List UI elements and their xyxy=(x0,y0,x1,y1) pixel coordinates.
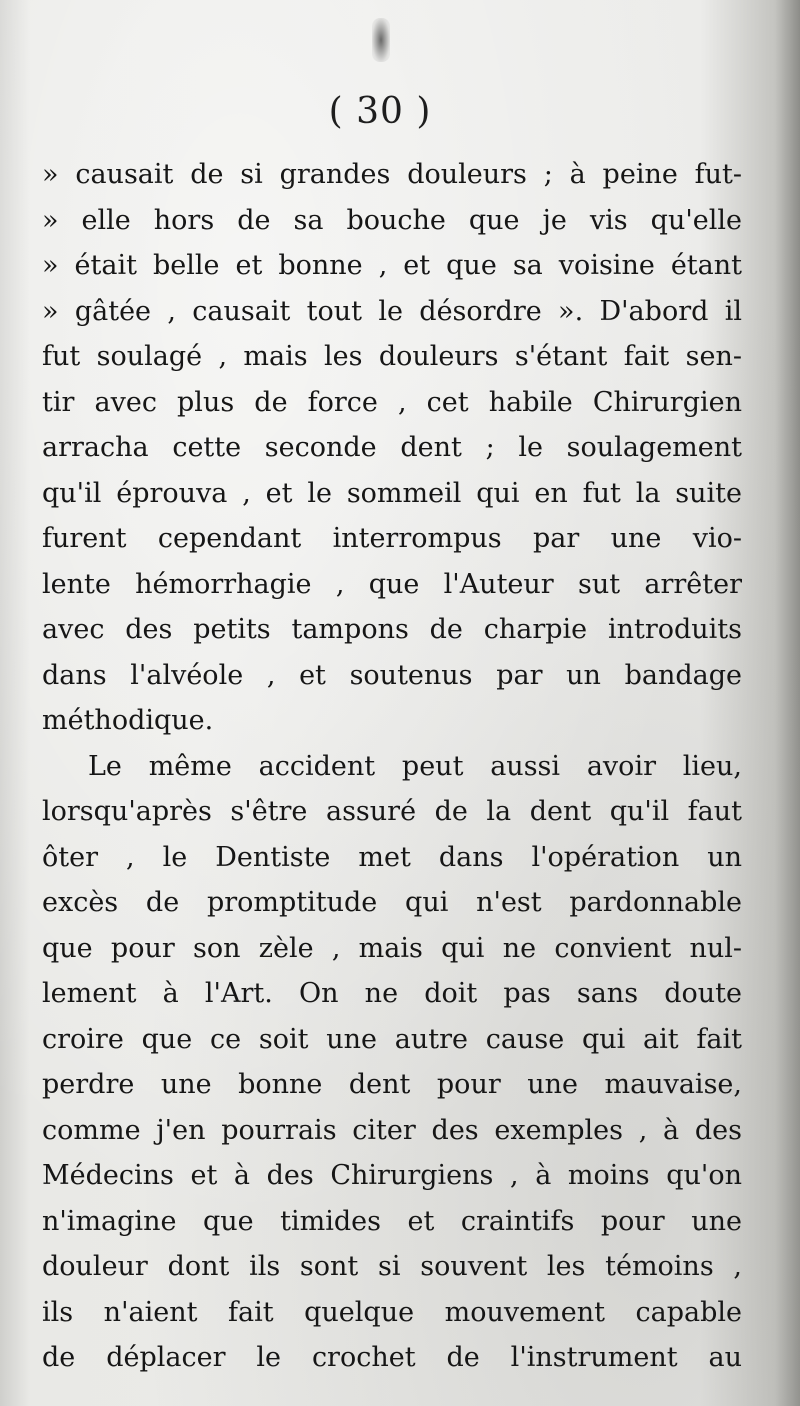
text-line: lorsqu'après s'être assuré de la dent qu'il faut xyxy=(42,796,742,827)
text-line: Médecins et à des Chirurgiens , à moins qu'on xyxy=(42,1160,742,1191)
text-line: méthodique. xyxy=(42,705,214,736)
text-line: » causait de si grandes douleurs ; à peine fut- xyxy=(42,159,742,190)
text-line: excès de promptitude qui n'est pardonnable xyxy=(42,887,742,918)
text-line: fut soulagé , mais les douleurs s'étant fait sen- xyxy=(42,341,742,372)
body-text xyxy=(42,152,742,1381)
page-number: ( 30 ) xyxy=(328,91,432,132)
text-line: » gâtée , causait tout le désordre ». D'abord il xyxy=(42,295,742,327)
text-line: comme j'en pourrais citer des exemples , à des xyxy=(42,1114,742,1146)
text-line: qu'il éprouva , et le sommeil qui en fut la suite xyxy=(42,477,742,509)
text-line: arracha cette seconde dent ; le soulagement xyxy=(42,432,742,463)
text-line: que pour son zèle , mais qui ne convient nul- xyxy=(42,932,742,964)
text-line: n'imagine que timides et craintifs pour une xyxy=(42,1205,742,1237)
text-line: croire que ce soit une autre cause qui ait fait xyxy=(42,1023,742,1055)
text-line: de déplacer le crochet de l'instrument au xyxy=(42,1342,742,1373)
text-line: dans l'alvéole , et soutenus par un bandage xyxy=(42,659,742,691)
text-line: perdre une bonne dent pour une mauvaise, xyxy=(42,1069,742,1100)
text-line: furent cependant interrompus par une vio- xyxy=(42,523,742,554)
text-line: » était belle et bonne , et que sa voisine étant xyxy=(42,250,742,281)
text-line: douleur dont ils sont si souvent les témoins , xyxy=(42,1251,742,1282)
text-line: tir avec plus de force , cet habile Chirurgien xyxy=(42,386,742,418)
text-line: » elle hors de sa bouche que je vis qu'elle xyxy=(42,204,742,236)
text-line: ils n'aient fait quelque mouvement capable xyxy=(42,1296,742,1328)
text-line: lente hémorrhagie , que l'Auteur sut arrêter xyxy=(42,568,742,600)
text-line: avec des petits tampons de charpie introduits xyxy=(42,614,742,645)
ink-blot xyxy=(372,18,390,62)
text-line: Le même accident peut aussi avoir lieu, xyxy=(88,750,742,782)
text-line: ôter , le Dentiste met dans l'opération un xyxy=(42,841,742,873)
text-line: lement à l'Art. On ne doit pas sans doute xyxy=(42,978,742,1009)
